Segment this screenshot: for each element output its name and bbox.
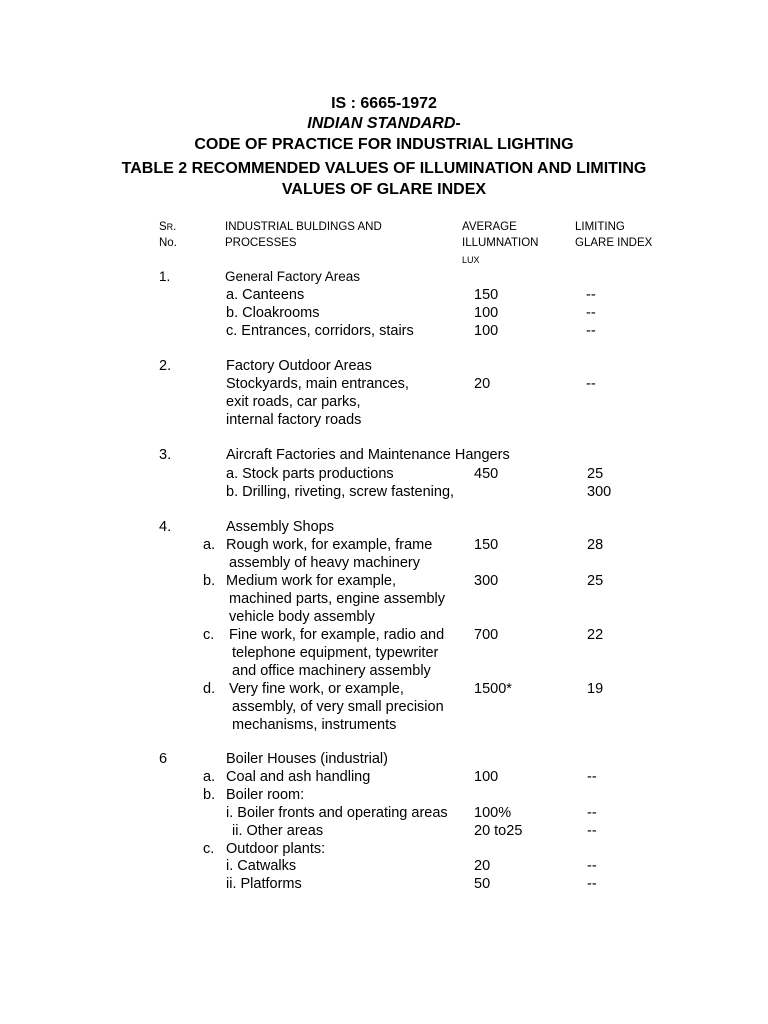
section2-lux: 20 [474,376,491,392]
section6-c-i-glare: -- [587,858,597,874]
table-title-line1: TABLE 2 RECOMMENDED VALUES OF ILLUMINATION AND LIMITING [121,160,647,177]
header-sr-dot: . [173,221,177,233]
section3-item-a: a. Stock parts productions [226,466,394,482]
section1-item-a-glare: -- [586,287,596,303]
section6-b-i-text: i. Boiler fronts and operating areas [226,805,448,821]
section3-item-a-glare: 25 [587,466,604,482]
section3-item-b: b. Drilling, riveting, screw fastening, [226,484,455,500]
section4-c-line2: telephone equipment, typewriter [232,645,439,661]
section1-item-c-lux: 100 [474,323,499,339]
section1-item-c-glare: -- [586,323,596,339]
header-buildings-line2: PROCESSES [225,237,297,249]
section6-c-letter: c. [203,841,215,857]
section4-b-line1: Medium work for example, [226,573,397,589]
section4-d-lux: 1500* [474,681,512,697]
section4-d-letter: d. [203,681,216,697]
section4-c-glare: 22 [587,627,604,643]
section4-c-line3: and office machinery assembly [232,663,431,679]
header-glare-line1: LIMITING [575,221,625,233]
section2-title: Factory Outdoor Areas [226,358,372,374]
section6-c-i-text: i. Catwalks [226,858,297,874]
section4-b-letter: b. [203,573,216,589]
section6-c-ii-glare: -- [587,876,597,892]
header-sr-line1 [159,219,176,235]
header-illum-line1: AVERAGE [462,221,517,233]
section4-d-line3: mechanisms, instruments [232,717,397,733]
section6-b-ii-glare: -- [587,823,597,839]
header-sr-line2: No. [159,237,177,249]
section6-c-ii-lux: 50 [474,876,491,892]
section6-b-i-glare: -- [587,805,597,821]
section3-title: Aircraft Factories and Maintenance Hangers [226,447,510,463]
section6-a-letter: a. [203,769,216,785]
code-title: CODE OF PRACTICE FOR INDUSTRIAL LIGHTING [194,136,574,153]
section4-d-line1: Very fine work, or example, [229,681,404,697]
section2-line2: exit roads, car parks, [226,394,361,410]
section4-a-glare: 28 [587,537,604,553]
section1-item-b-lux: 100 [474,305,499,321]
section6-a-text: Coal and ash handling [226,769,371,785]
section4-title: Assembly Shops [226,519,334,535]
section3-item-a-lux: 450 [474,466,499,482]
section6-b-letter: b. [203,787,216,803]
section2-line3: internal factory roads [226,412,362,428]
section6-c-text: Outdoor plants: [226,841,326,857]
section4-c-letter: c. [203,627,215,643]
section6-a-glare: -- [587,769,597,785]
section1-item-b-glare: -- [586,305,596,321]
section4-b-line3: vehicle body assembly [229,609,375,625]
section6-b-ii-text: ii. Other areas [232,823,324,839]
section4-number: 4. [159,519,172,535]
header-illum-line3: LUX [462,255,480,265]
header-buildings-line1: INDUSTRIAL BULDINGS AND [225,221,382,233]
section1-item-c: c. Entrances, corridors, stairs [226,323,414,339]
section1-number: 1. [159,269,171,284]
section4-d-line2: assembly, of very small precision [232,699,444,715]
header-illum-line2: ILLUMNATION [462,237,539,249]
section4-b-lux: 300 [474,573,499,589]
section2-number: 2. [159,358,172,374]
section1-title: General Factory Areas [225,269,361,284]
section1-item-a-lux: 150 [474,287,499,303]
section2-glare: -- [586,376,596,392]
section4-a-lux: 150 [474,537,499,553]
section4-a-line1: Rough work, for example, frame [226,537,433,553]
section4-c-lux: 700 [474,627,499,643]
section6-b-text: Boiler room: [226,787,305,803]
section6-a-lux: 100 [474,769,499,785]
section6-number: 6 [159,751,168,767]
header-glare-line2: GLARE INDEX [575,237,653,249]
header-sr-s: S [159,221,167,233]
section6-b-ii-lux: 20 to25 [474,823,523,839]
section6-c-ii-text: ii. Platforms [226,876,302,892]
section4-a-line2: assembly of heavy machinery [229,555,420,571]
standard-number: IS : 6665-1972 [331,95,437,112]
section6-title: Boiler Houses (industrial) [226,751,388,767]
section6-b-i-lux: 100% [474,805,512,821]
section3-number: 3. [159,447,172,463]
section1-item-a: a. Canteens [226,287,305,303]
section4-c-line1: Fine work, for example, radio and [229,627,445,643]
section1-item-b: b. Cloakrooms [226,305,320,321]
section4-b-line2: machined parts, engine assembly [229,591,446,607]
section2-line1: Stockyards, main entrances, [226,376,409,392]
table-title-line2: VALUES OF GLARE INDEX [281,181,487,198]
section4-d-glare: 19 [587,681,604,697]
header-sr-r: R [166,222,174,232]
section4-b-glare: 25 [587,573,604,589]
section4-a-letter: a. [203,537,216,553]
standard-org: INDIAN STANDARD- [307,115,461,132]
section6-c-i-lux: 20 [474,858,491,874]
section3-item-b-glare: 300 [587,484,612,500]
